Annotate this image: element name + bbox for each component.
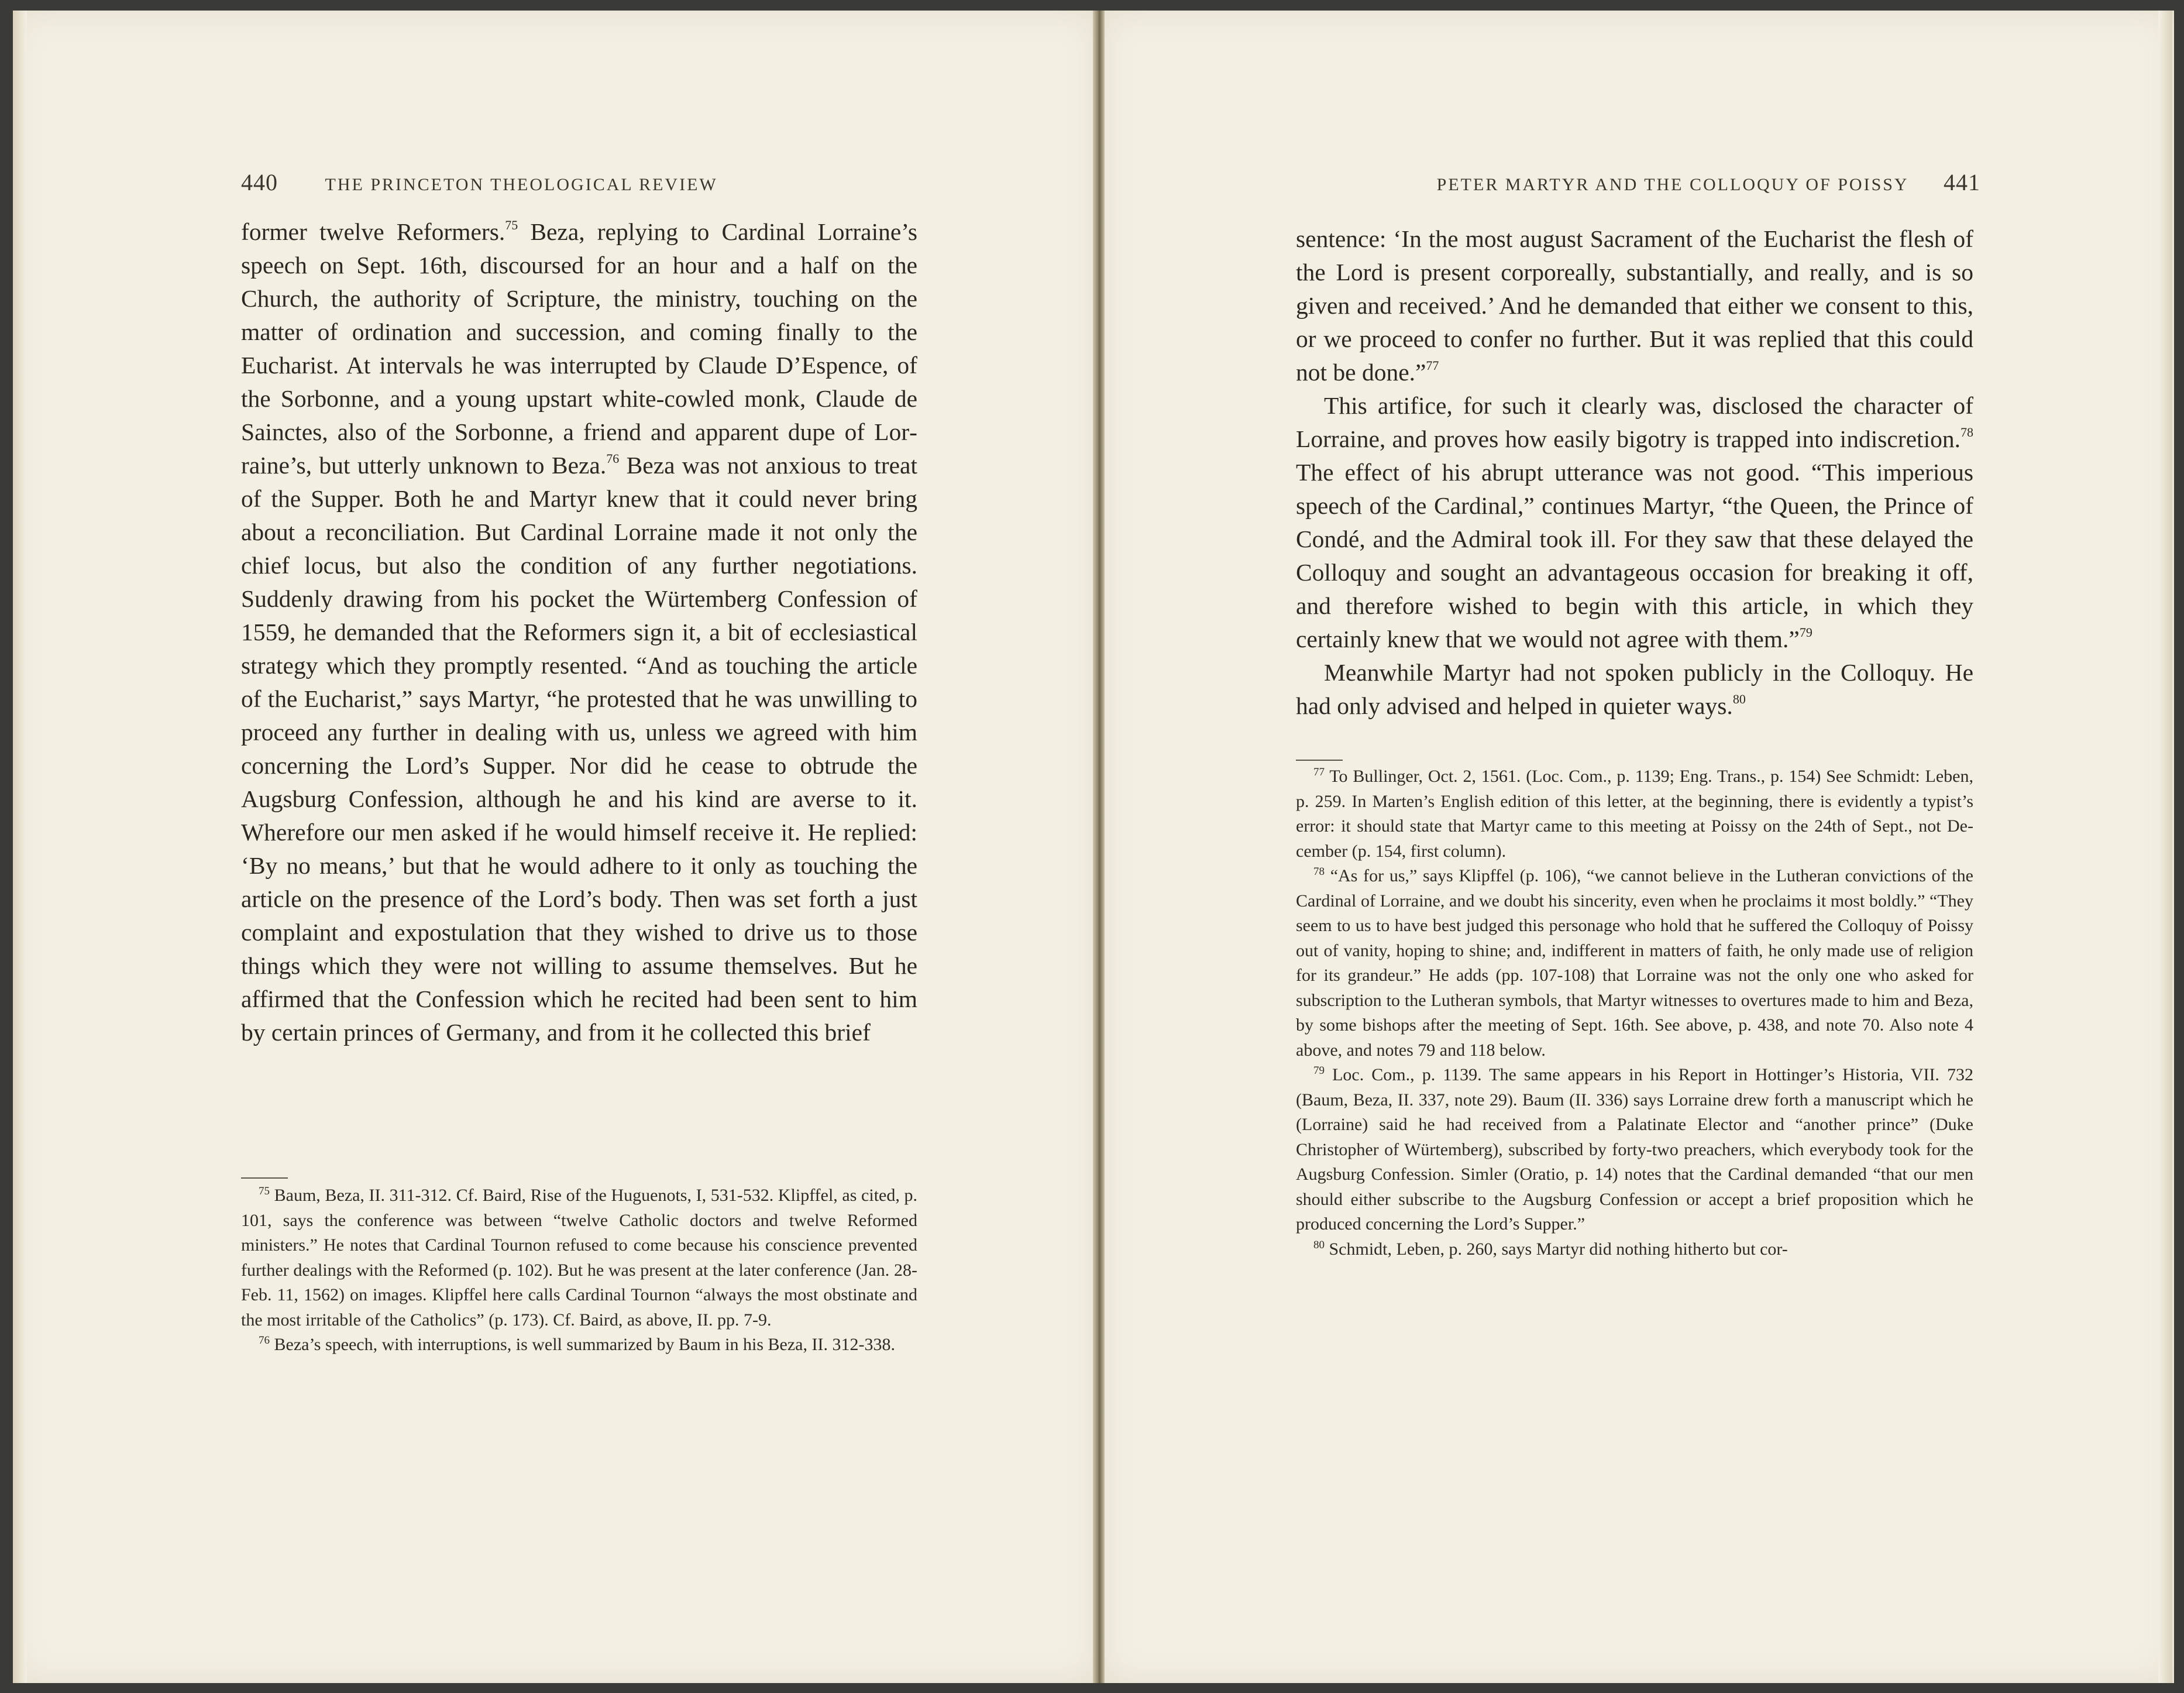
- footnote-80: $^{80}$ Schmidt, Leben, p. 260, says Martyr did nothing hitherto but cor-: [1313, 1238, 1788, 1259]
- right-page-edge: [2158, 11, 2172, 1683]
- footnote-ref: 77: [1426, 358, 1439, 373]
- right-footnote-rule: [1296, 760, 1343, 761]
- right-paragraph-3: Meanwhile Martyr had not spoken publicly in the Colloquy. He had only advised and helped in quieter ways.$^{80}$: [1296, 659, 1973, 719]
- right-running-title: PETER MARTYR AND THE COLLOQUY OF POISSY: [1436, 175, 1908, 194]
- left-running-head: [241, 169, 914, 196]
- footnote-ref: 79: [1799, 625, 1812, 640]
- binding-gutter: [1093, 11, 1105, 1683]
- footnote-79: $^{79}$ Loc. Com., p. 1139. The same appears in his Report in Hottinger’s Historia, VII. 732 (Baum, Beza, II. 337, note 29). Baum (II. 336) says Lorraine drew forth a manuscript which he (Lorraine) said he had received from a Palatinate Elector and “another prince” (Duke Christopher of Würtemberg), subscribed by forty-two preachers, which everybody took for the Augsburg Confession. Simler (Oratio, p. 14) notes that the Cardinal demanded “that our men should either subscribe to the Augsburg Confession or accept a brief proposition which he produced concerning the Lord’s Supper.”: [1296, 1064, 1974, 1234]
- footnote-76: $^{76}$ Beza’s speech, with interruptions, is well summarized by Baum in his Beza, II. 312-338.: [259, 1334, 895, 1354]
- left-running-title: THE PRINCETON THEOLOGICAL REVIEW: [325, 175, 718, 194]
- right-paragraph-1: sentence: ‘In the most august Sacrament of the Eucharist the flesh of the Lord is present corporeally, substantially, and really, and is so given and received.’ And he demanded that either we consent to this, or we proceed to confer no further. But it was replied that this could not be done.”$^{77}$: [1296, 225, 1973, 386]
- right-footnotes: [1296, 764, 1973, 1262]
- left-footnote-rule: [241, 1177, 288, 1179]
- left-body-part: Beza was not anxious to treat of the Supper. Both he and Martyr knew that it could never bring about a reconciliation. But Cardinal Lorraine made it not only the chief locus, but also the condition of any further negotiations. Suddenly drawing from his pocket the Würtemberg Confession of 1559, he demanded that the Reformers sign it, a bit of ecclesiastical strategy which they promptly resented. “And as touching the article of the Eucharist,” says Martyr, “he protested that he was unwilling to proceed any further in dealing with us, unless we agreed with him concerning the Lord’s Supper. Nor did he cease to obtrude the Augsburg Confession, although he and his kind are averse to it. Wherefore our men asked if he would himself receive it. He replied: ‘By no means,’ but that he would adhere to it only as touching the article on the presence of the Lord’s body. Then was set forth a just complaint and expostulation that they wished to drive us to those things which they were not willing to assume themselves. But he affirmed that the Confession which he recited had been sent to him by certain princes of Germany, and from it he collected this brief: [241, 452, 918, 1046]
- footnote-77: $^{77}$ To Bullinger, Oct. 2, 1561. (Loc. Com., p. 1139; Eng. Trans., p. 154) See Schmidt: Leben, p. 259. In Marten’s English edition of this letter, at the beginning, there is evidently a typist’s error: it should state that Martyr came to this meeting at Poissy on the 24th of Sept., not December (p. 154, first column).: [1296, 766, 1973, 861]
- footnote-ref: 78: [1961, 425, 1973, 439]
- footnote-78: $^{78}$ “As for us,” says Klipffel (p. 106), “we cannot believe in the Lutheran convictions of the Cardinal of Lorraine, and we doubt his sincerity, even when he proclaims it most boldly.” “They seem to us to have best judged this personage who hold that he suffered the Colloquy of Poissy out of vanity, hoping to shine; and, indifferent in matters of faith, he only made use of religion for its grandeur.” He adds (pp. 107-108) that Lorraine was not the only one who asked for subscription to the Lutheran symbols, that Martyr witnesses to overtures made to him and Beza, by some bishops after the meeting of Sept. 16th. See above, p. 438, and note 70. Also note 4 above, and notes 79 and 118 below.: [1296, 866, 1973, 1060]
- left-body-part: former twelve Reformers.: [241, 218, 505, 245]
- left-page-edge: [13, 11, 27, 1683]
- left-body-part: Beza, replying to Cardinal Lorraine’s speech on Sept. 16th, discoursed for an hour and a half on the Church, the authority of Scripture, the ministry, touching on the matter of ordination and succession, and coming finally to the Eucharist. At intervals he was interrupted by Claude D’Espence, of the Sorbonne, and a young upstart white-cowled monk, Claude de Sainctes, also of the Sorbonne, a friend and apparent dupe of Lorraine’s, but utterly unknown to Beza.: [241, 218, 917, 479]
- footnote-ref: 75: [505, 218, 518, 232]
- right-body-text: [1296, 222, 1973, 723]
- right-folio: 441: [1944, 169, 1980, 195]
- left-body-text: [241, 215, 917, 1049]
- footnote-ref: 76: [606, 451, 620, 466]
- left-folio: 440: [241, 169, 278, 195]
- right-running-head: [1296, 169, 1980, 196]
- footnote-75: $^{75}$ Baum, Beza, II. 311-312. Cf. Baird, Rise of the Huguenots, I, 531-532. Klipffel, as cited, p. 101, says the conference was between “twelve Catholic doctors and twelve Reformed ministers.” He notes that Cardinal Tournon refused to come because his conscience prevented further dealings with the Reformed (p. 102). But he was present at the later conference (Jan. 28-Feb. 11, 1562) on images. Klipffel here calls Cardinal Tournon “always the most obstinate and the most irritable of the Catholics” (p. 173). Cf. Baird, as above, II. pp. 7-9.: [241, 1185, 917, 1330]
- left-footnotes: [241, 1183, 917, 1358]
- right-paragraph-2: This artifice, for such it clearly was, disclosed the character of Lorraine, and proves how easily bigotry is trapped into indiscretion.$^{78}$ The effect of his abrupt utterance was not good. “This imperious speech of the Cardinal,” continues Martyr, “the Queen, the Prince of Condé, and the Admiral took ill. For they saw that these delayed the Colloquy and sought an advantageous occasion for breaking it off, and therefore wished to begin with this article, in which they certainly knew that we would not agree with them.”$^{79}$: [1296, 392, 1973, 653]
- footnote-ref: 80: [1732, 692, 1746, 706]
